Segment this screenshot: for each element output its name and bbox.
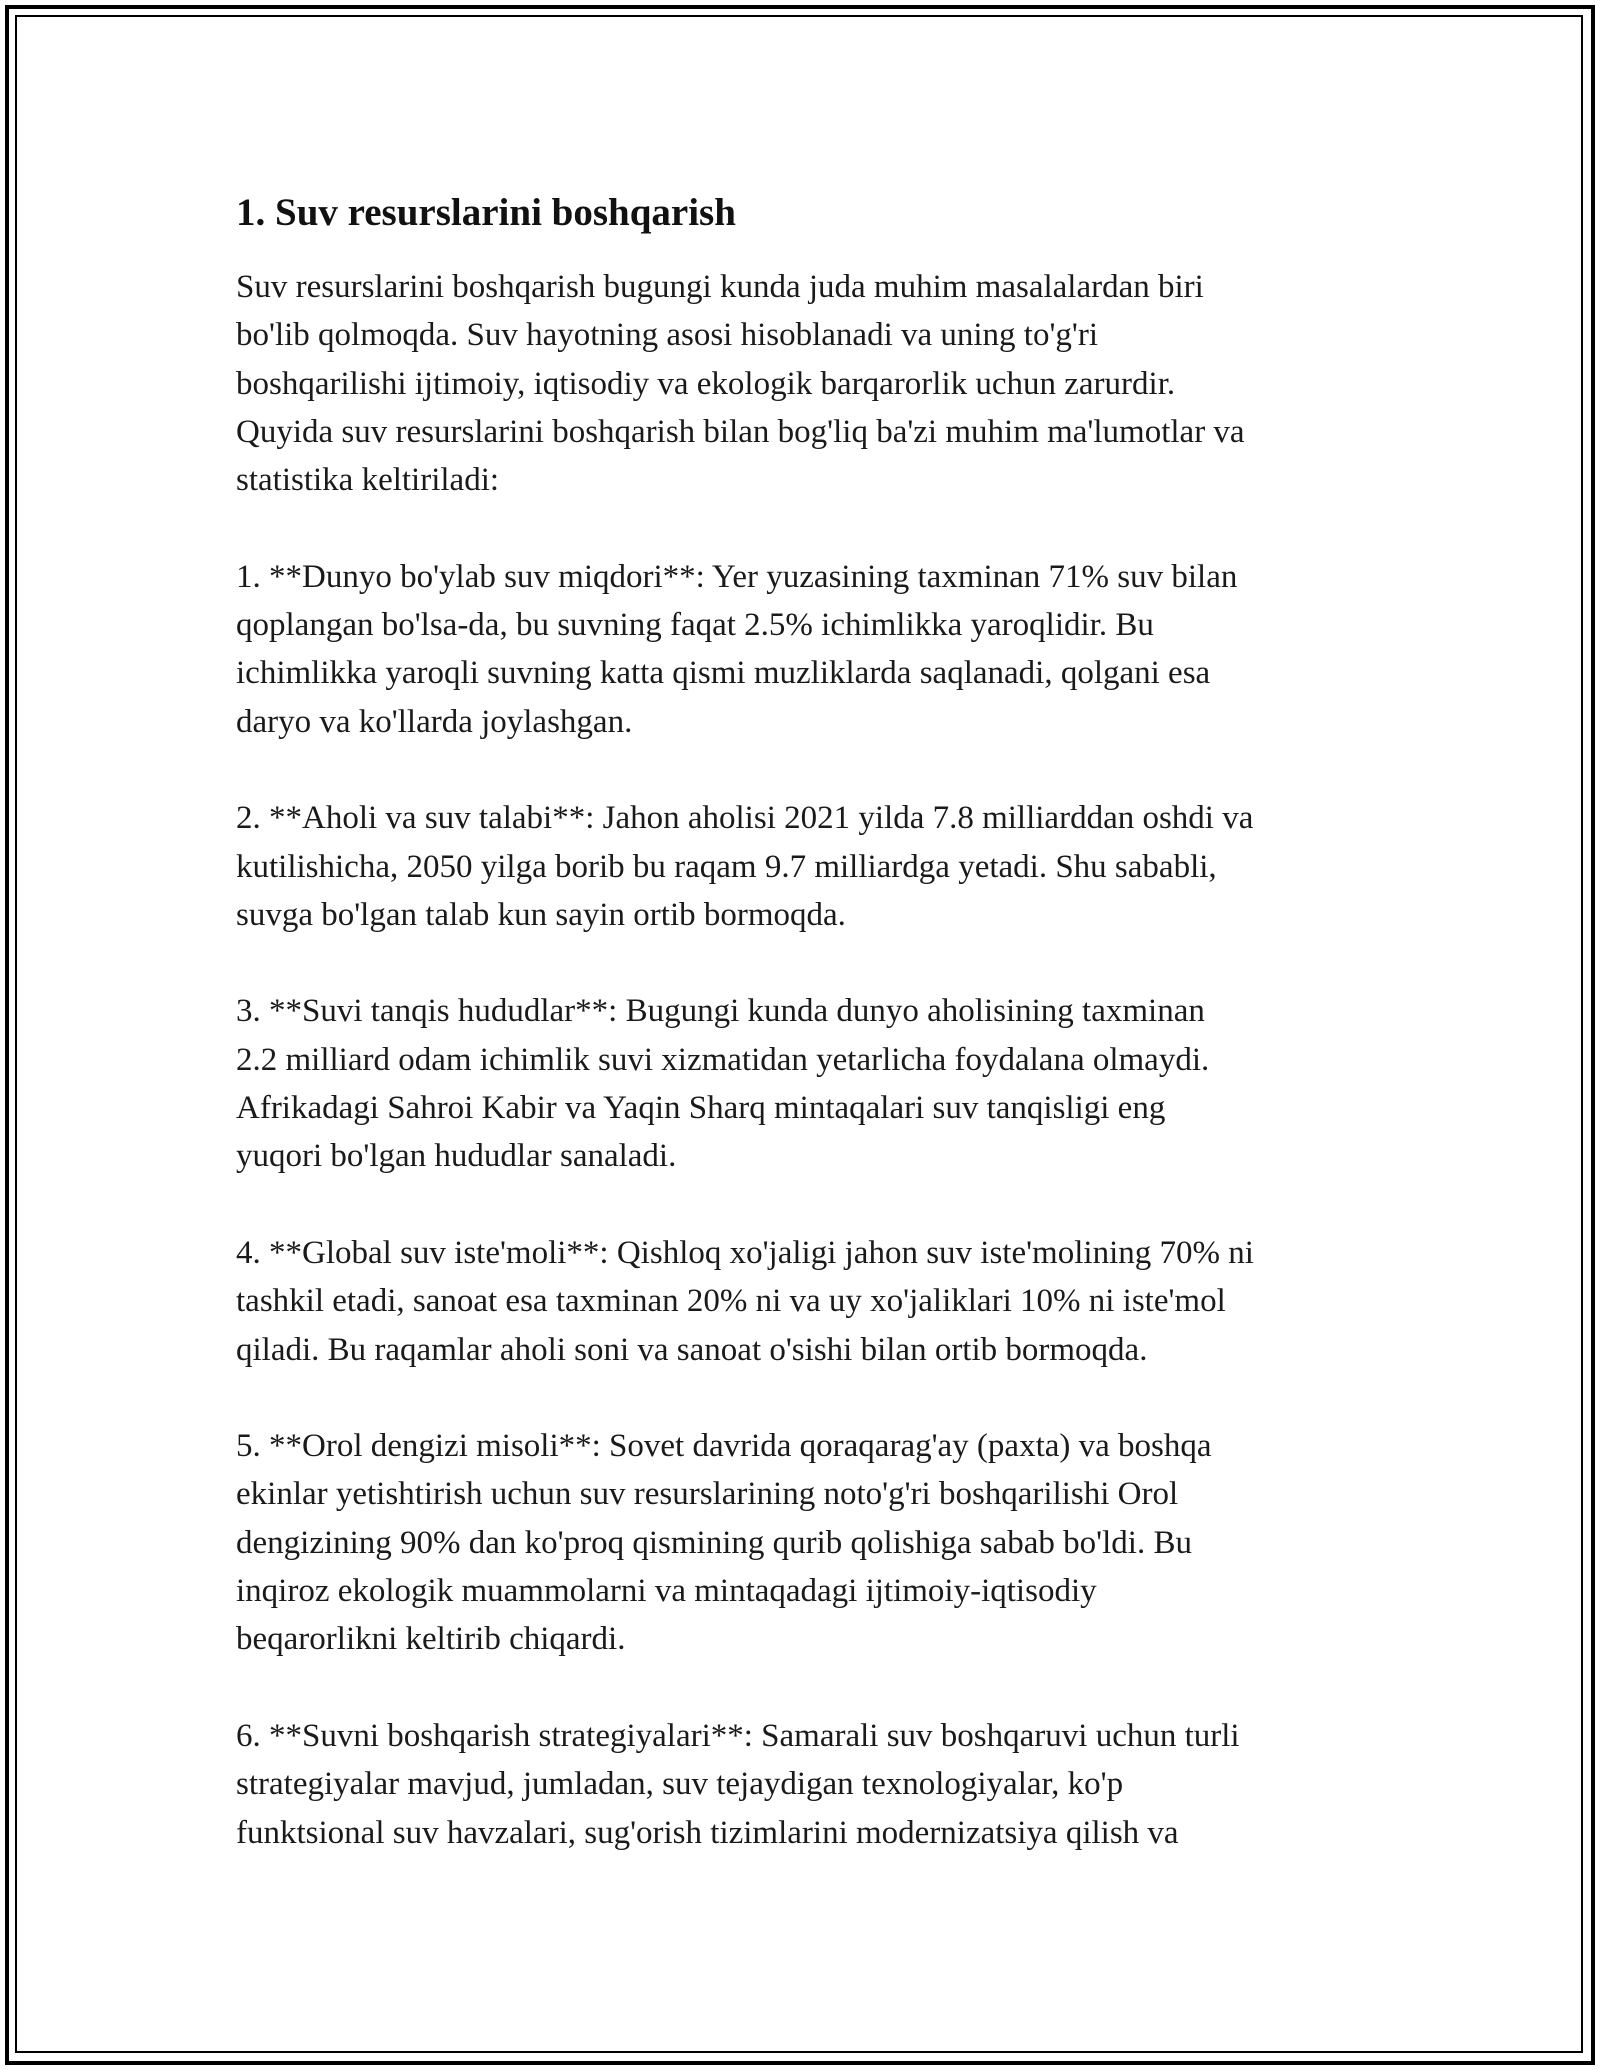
text-line: 1. **Dunyo bo'ylab suv miqdori**: Yer yuzasining taxminan 71% suv bilan [236, 558, 1238, 595]
text-line: 5. **Orol dengizi misoli**: Sovet davrida qoraqarag'ay (paxta) va boshqa [236, 1428, 1212, 1465]
section-title: 1. Suv resurslarini boshqarish [236, 191, 736, 234]
text-line: 3. **Suvi tanqis hududlar**: Bugungi kunda dunyo aholisining taxminan [236, 993, 1205, 1030]
text-line: 4. **Global suv iste'moli**: Qishloq xo'jaligi jahon suv iste'molining 70% ni [236, 1234, 1254, 1271]
list-item-1 [236, 553, 1406, 746]
list-item-3 [236, 987, 1406, 1180]
text-line: ekinlar yetishtirish uchun suv resurslarining noto'g'ri boshqarilishi Orol [236, 1476, 1179, 1513]
text-line: Quyida suv resurslarini boshqarish bilan bog'liq ba'zi muhim ma'lumotlar va [236, 413, 1245, 450]
text-line: tashkil etadi, sanoat esa taxminan 20% ni va uy xo'jaliklari 10% ni iste'mol [236, 1283, 1226, 1320]
text-line: statistika keltiriladi: [236, 462, 500, 499]
intro-paragraph [236, 263, 1406, 504]
text-line: qoplangan bo'lsa-da, bu suvning faqat 2.5% ichimlikka yaroqlidir. Bu [236, 607, 1154, 644]
list-item-4 [236, 1229, 1406, 1374]
text-line: kutilishicha, 2050 yilga borib bu raqam 9.7 milliardga yetadi. Shu sababli, [236, 848, 1217, 885]
text-line: beqarorlikni keltirib chiqardi. [236, 1621, 626, 1658]
text-line: strategiyalar mavjud, jumladan, suv tejaydigan texnologiyalar, ko'p [236, 1766, 1124, 1803]
text-line: daryo va ko'llarda joylashgan. [236, 703, 633, 740]
text-line: suvga bo'lgan talab kun sayin ortib bormoqda. [236, 896, 846, 933]
text-line: yuqori bo'lgan hududlar sanaladi. [236, 1138, 677, 1175]
text-line: 2.2 milliard odam ichimlik suvi xizmatidan yetarlicha foydalana olmaydi. [236, 1041, 1210, 1078]
list-item-2 [236, 794, 1406, 939]
list-item-5 [236, 1422, 1406, 1663]
text-line: qiladi. Bu raqamlar aholi soni va sanoat o'sishi bilan ortib bormoqda. [236, 1331, 1148, 1368]
text-line: 6. **Suvni boshqarish strategiyalari**: Samarali suv boshqaruvi uchun turli [236, 1717, 1240, 1754]
text-line: bo'lib qolmoqda. Suv hayotning asosi hisoblanadi va uning to'g'ri [236, 317, 1099, 354]
text-line: 2. **Aholi va suv talabi**: Jahon aholisi 2021 yilda 7.8 milliarddan oshdi va [236, 800, 1254, 837]
text-line: Afrikadagi Sahroi Kabir va Yaqin Sharq mintaqalari suv tanqisligi eng [236, 1090, 1166, 1127]
document-body [236, 188, 1406, 1905]
text-line: ichimlikka yaroqli suvning katta qismi muzliklarda saqlanadi, qolgani esa [236, 655, 1211, 692]
list-item-6 [236, 1712, 1406, 1857]
text-line: inqiroz ekologik muammolarni va mintaqadagi ijtimoiy-iqtisodiy [236, 1573, 1097, 1610]
text-line: Suv resurslarini boshqarish bugungi kunda juda muhim masalalardan biri [236, 269, 1204, 305]
text-line: funktsional suv havzalari, sug'orish tizimlarini modernizatsiya qilish va [236, 1814, 1179, 1851]
text-line: dengizining 90% dan ko'proq qismining qurib qolishiga sabab bo'ldi. Bu [236, 1524, 1192, 1561]
text-line: boshqarilishi ijtimoiy, iqtisodiy va ekologik barqarorlik uchun zarurdir. [236, 365, 1176, 402]
